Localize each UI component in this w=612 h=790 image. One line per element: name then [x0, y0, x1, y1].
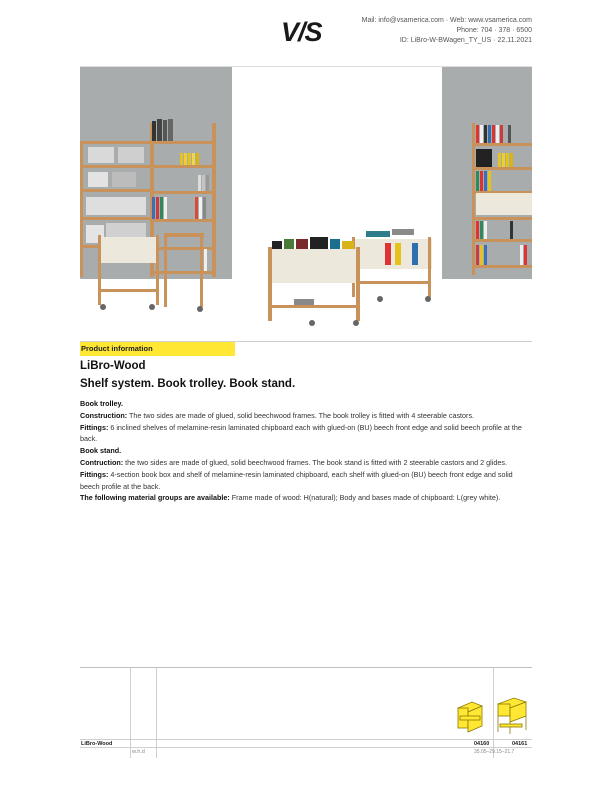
- vs-logo: V/S: [281, 17, 322, 47]
- desc-line: [80, 445, 532, 457]
- product-photo: [80, 66, 532, 329]
- desc-text: Frame made of wood: H(natural); Body and bases made of chipboard: L(grey white).: [229, 493, 501, 503]
- desc-line: [80, 469, 532, 493]
- desc-label: Book stand.: [80, 446, 122, 456]
- footer-table: [80, 667, 532, 758]
- desc-line: [80, 398, 532, 410]
- contact-phone: Phone: 704 · 378 · 6500: [456, 27, 532, 34]
- desc-line: [80, 410, 532, 422]
- product-subtitle: Shelf system. Book trolley. Book stand.: [80, 378, 296, 390]
- product-name: LiBro-Wood: [80, 360, 146, 372]
- contact-mail: Mail: info@vsamerica.com · Web: www.vsamerica.com: [361, 17, 532, 24]
- desc-text: 4-section book box and shelf of melamine-resin laminated chipboard, each shelf with glued-on (BU) beech front edge and solid beech profile at the back.: [80, 469, 513, 491]
- contact-block: [362, 16, 532, 46]
- desc-line: [80, 422, 532, 446]
- desc-text: 6 inclined shelves of melamine-resin laminated chipboard each with glued-on (BU) beech front edge and solid beech profile at the back.: [80, 422, 522, 444]
- footer-dimension-label: w.h.d: [132, 749, 145, 755]
- desc-label: Construction:: [80, 410, 128, 420]
- footer-code-b: 04161: [512, 741, 528, 747]
- desc-line: [80, 492, 532, 504]
- footer-rule: [80, 747, 532, 748]
- footer-divider: [130, 668, 131, 758]
- desc-text: The two sides are made of glued, solid beechwood frames. The book trolley is fitted with 4 steerable castors.: [127, 410, 475, 420]
- desc-label: Book trolley.: [80, 399, 123, 408]
- footer-dimension-range: 35.05–29.15–21.7: [474, 749, 515, 755]
- product-description: [80, 398, 532, 504]
- footer-divider: [156, 668, 157, 758]
- section-tag: Product information: [80, 342, 235, 356]
- footer-product-name: LiBro-Wood: [81, 741, 113, 747]
- footer-rule: [80, 739, 532, 740]
- footer-code-a: 04160: [474, 741, 490, 747]
- document-id: ID: LiBro-W-BWagen_TY_US · 22.11.2021: [399, 37, 532, 44]
- desc-label: Fittings:: [80, 469, 109, 479]
- desc-label: Contruction:: [80, 457, 124, 467]
- desc-label: Fittings:: [80, 422, 109, 432]
- product-photo-illustration: [80, 67, 532, 329]
- desc-text: the two sides are made of glued, solid beechwood frames. The book stand is fitted with 2 steerable castors and 2 glides.: [123, 457, 507, 467]
- desc-label: The following material groups are available:: [80, 493, 230, 503]
- desc-line: [80, 457, 532, 469]
- trolley-drawing-icons: [454, 696, 530, 736]
